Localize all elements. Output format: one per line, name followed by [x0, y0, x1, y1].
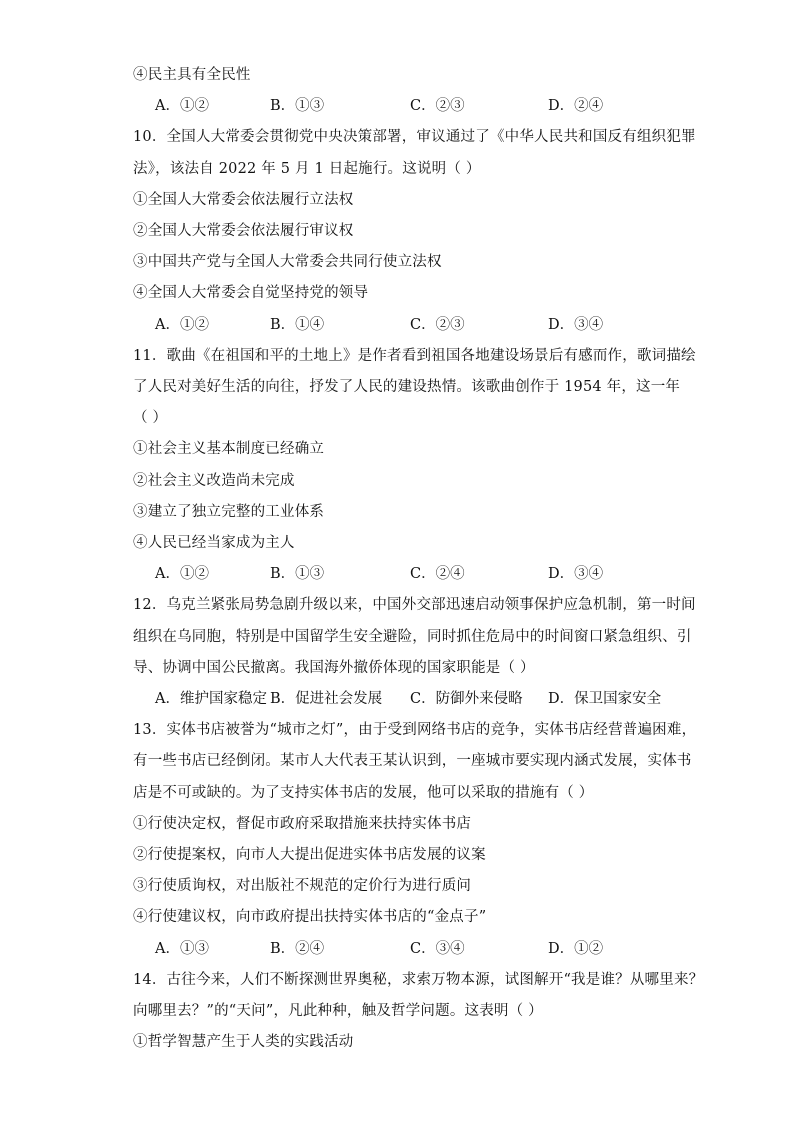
- answer-option: D．②④: [548, 98, 604, 115]
- text-line: 13．实体书店被誉为“城市之灯”，由于受到网络书店的竞争，实体书店经营普遍困难，: [133, 722, 697, 739]
- text-line: 10．全国人大常委会贯彻党中央决策部署，审议通过了《中华人民共和国反有组织犯罪: [133, 129, 696, 146]
- answer-option: C．防御外来侵略: [410, 691, 523, 707]
- answer-option: A．维护国家稳定: [155, 691, 267, 707]
- text-line: 有一些书店已经倒闭。某市人大代表王某认识到，一座城市要实现内涵式发展，实体书: [133, 753, 692, 770]
- text-line: 组织在乌同胞，特别是中国留学生安全避险，同时抓住危局中的时间窗口紧急组织、引: [133, 628, 692, 645]
- text-line: 法》，该法自 2022 年 5 月 1 日起施行。这说明（ ）: [133, 160, 481, 177]
- text-line: 了人民对美好生活的向往，抒发了人民的建设热情。该歌曲创作于 1954 年，这一年: [133, 379, 681, 395]
- text-line: ①行使决定权，督促市政府采取措施来扶持实体书店: [133, 815, 472, 832]
- text-line: 店是不可或缺的。为了支持实体书店的发展，他可以采取的措施有（ ）: [133, 784, 594, 801]
- answer-option: B．②④: [270, 940, 325, 957]
- text-line: 11．歌曲《在祖国和平的土地上》是作者看到祖国各地建设场景后有感而作，歌词描绘: [133, 347, 696, 364]
- text-line: 导、协调中国公民撤离。我国海外撤侨体现的国家职能是（ ）: [133, 659, 535, 676]
- answer-option: C．②③: [410, 98, 465, 115]
- answer-option: C．②③: [410, 316, 465, 333]
- answer-option: C．②④: [410, 566, 465, 583]
- text-line: ④行使建议权，向市政府提出扶持实体书店的“金点子”: [133, 909, 487, 926]
- text-line: ③建立了独立完整的工业体系: [133, 503, 325, 520]
- text-line: ③中国共产党与全国人大常委会共同行使立法权: [133, 254, 442, 271]
- text-line: ④民主具有全民性: [133, 67, 251, 83]
- answer-option: B．促进社会发展: [270, 691, 383, 707]
- answer-option: B．①③: [270, 98, 325, 115]
- answer-option: D．③④: [548, 566, 604, 583]
- text-line: ①社会主义基本制度已经确立: [133, 441, 325, 458]
- text-line: ④全国人大常委会自觉坚持党的领导: [133, 285, 369, 302]
- text-line: ②全国人大常委会依法履行审议权: [133, 223, 354, 239]
- text-line: ①全国人大常委会依法履行立法权: [133, 191, 354, 208]
- text-line: ①哲学智慧产生于人类的实践活动: [133, 1034, 354, 1051]
- text-line: 向哪里去？”的“天问”，凡此种种，触及哲学问题。这表明（ ）: [133, 1003, 543, 1019]
- text-line: ④人民已经当家成为主人: [133, 535, 295, 551]
- answer-option: A．①②: [155, 316, 209, 333]
- answer-option: B．①④: [270, 316, 325, 333]
- text-line: 14．古往今来，人们不断探测世界奥秘，求索万物本源，试图解开“我是谁？从哪里来？: [133, 971, 704, 988]
- text-line: 12．乌克兰紧张局势急剧升级以来，中国外交部迅速启动领事保护应急机制，第一时间: [133, 597, 696, 614]
- text-line: ②社会主义改造尚未完成: [133, 472, 295, 489]
- answer-option: A．①②: [155, 98, 209, 115]
- answer-option: A．①②: [155, 566, 209, 583]
- answer-option: D．③④: [548, 316, 604, 333]
- text-line: ②行使提案权，向市人大提出促进实体书店发展的议案: [133, 847, 486, 863]
- answer-option: D．保卫国家安全: [548, 691, 662, 707]
- answer-option: D．①②: [548, 940, 604, 957]
- answer-option: A．①③: [155, 940, 209, 957]
- text-line: ③行使质询权，对出版社不规范的定价行为进行质问: [133, 878, 472, 895]
- text-line: （ ）: [133, 410, 168, 427]
- answer-option: C．③④: [410, 940, 465, 957]
- answer-option: B．①③: [270, 566, 325, 583]
